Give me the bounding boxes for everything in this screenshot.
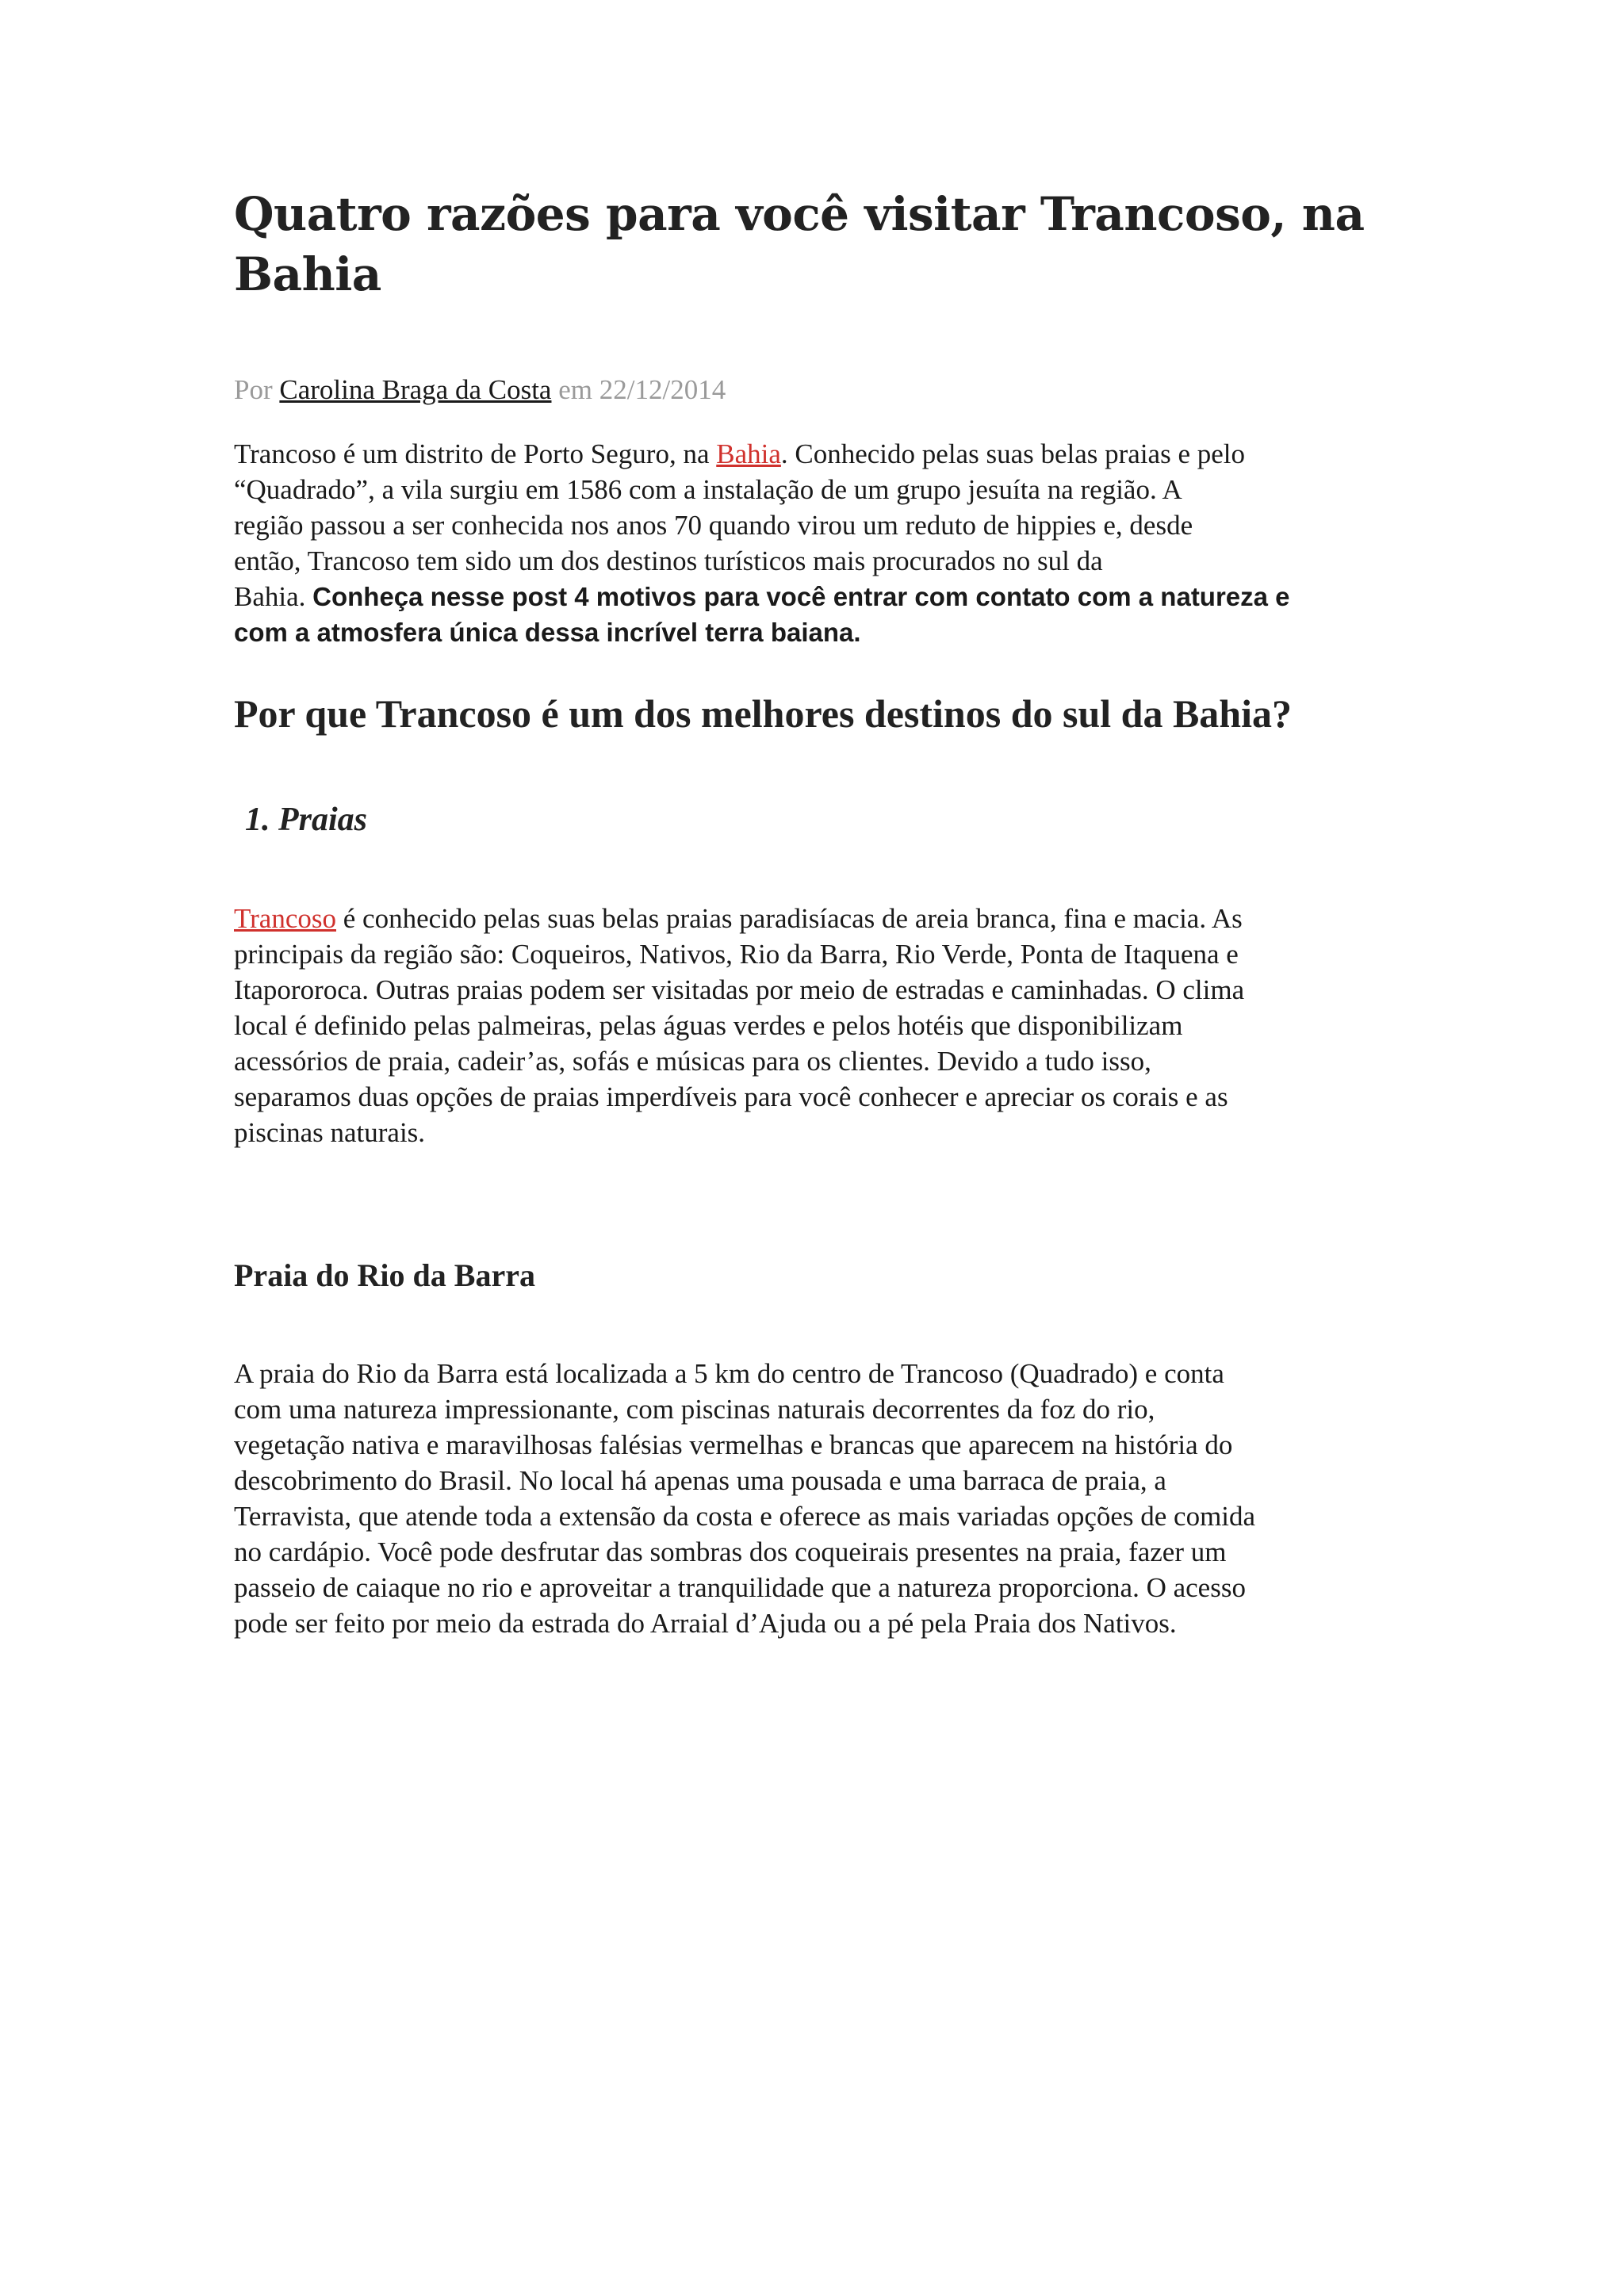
rio-barra-heading: Praia do Rio da Barra <box>234 1257 535 1293</box>
praias-paragraph <box>234 901 1244 1150</box>
praias-line-7: piscinas naturais. <box>234 1117 426 1148</box>
intro-text: Bahia. <box>234 581 313 612</box>
rio-barra-line-4: descobrimento do Brasil. No local há apenas uma pousada e uma barraca de praia, a <box>234 1465 1166 1496</box>
intro-line-4: então, Trancoso tem sido um dos destinos turísticos mais procurados no sul da <box>234 545 1103 576</box>
praias-text: é conhecido pelas suas belas praias paradisíacas de areia branca, fina e macia. As <box>336 903 1243 934</box>
rio-barra-line-1: A praia do Rio da Barra está localizada a 5 km do centro de Trancoso (Quadrado) e conta <box>234 1358 1224 1389</box>
praias-line-4: local é definido pelas palmeiras, pelas águas verdes e pelos hotéis que disponibilizam <box>234 1010 1183 1041</box>
byline <box>234 373 726 408</box>
rio-barra-line-5: Terravista, que atende toda a extensão da costa e oferece as mais variadas opções de comida <box>234 1501 1256 1532</box>
byline-prefix: Por <box>234 374 280 405</box>
intro-bold-text: Conheça nesse post 4 motivos para você entrar com contato com a natureza e <box>312 582 1290 611</box>
bahia-link[interactable]: Bahia <box>716 438 781 469</box>
article-title: Quatro razões para você visitar Trancoso, na Bahia <box>234 187 1365 301</box>
intro-text: . Conhecido pelas suas belas praias e pelo <box>780 438 1245 469</box>
byline-date: em 22/12/2014 <box>551 374 726 405</box>
intro-line-5 <box>234 579 1290 614</box>
rio-barra-line-3: vegetação nativa e maravilhosas falésias vermelhas e brancas que aparecem na história do <box>234 1429 1233 1460</box>
trancoso-link[interactable]: Trancoso <box>234 903 336 934</box>
intro-line-1 <box>234 436 1290 472</box>
author-link[interactable]: Carolina Braga da Costa <box>279 374 552 405</box>
praias-line-2: principais da região são: Coqueiros, Nativos, Rio da Barra, Rio Verde, Ponta de Itaquena e <box>234 939 1239 970</box>
rio-barra-line-7: passeio de caiaque no rio e aproveitar a tranquilidade que a natureza proporciona. O acesso <box>234 1572 1246 1603</box>
intro-line-6: com a atmosfera única dessa incrível terra baiana. <box>234 618 861 647</box>
section-heading: Por que Trancoso é um dos melhores destinos do sul da Bahia? <box>234 691 1293 736</box>
praias-line-1 <box>234 901 1244 936</box>
intro-text: Trancoso é um distrito de Porto Seguro, na <box>234 438 717 469</box>
praias-line-5: acessórios de praia, cadeir’as, sofás e músicas para os clientes. Devido a tudo isso, <box>234 1046 1151 1077</box>
intro-line-2: “Quadrado”, a vila surgiu em 1586 com a instalação de um grupo jesuíta na região. A <box>234 474 1182 505</box>
rio-barra-line-8: pode ser feito por meio da estrada do Arraial d’Ajuda ou a pé pela Praia dos Nativos. <box>234 1608 1177 1639</box>
praias-line-6: separamos duas opções de praias imperdíveis para você conhecer e apreciar os corais e as <box>234 1081 1228 1112</box>
intro-paragraph <box>234 436 1290 650</box>
rio-barra-line-6: no cardápio. Você pode desfrutar das sombras dos coqueirais presentes na praia, fazer um <box>234 1536 1227 1567</box>
intro-line-3: região passou a ser conhecida nos anos 70 quando virou um reduto de hippies e, desde <box>234 510 1193 541</box>
praias-line-3: Itapororoca. Outras praias podem ser visitadas por meio de estradas e caminhadas. O clima <box>234 974 1245 1005</box>
rio-barra-paragraph <box>234 1356 1255 1641</box>
praias-heading: 1. Praias <box>245 802 368 838</box>
rio-barra-line-2: com uma natureza impressionante, com piscinas naturais decorrentes da foz do rio, <box>234 1394 1155 1425</box>
